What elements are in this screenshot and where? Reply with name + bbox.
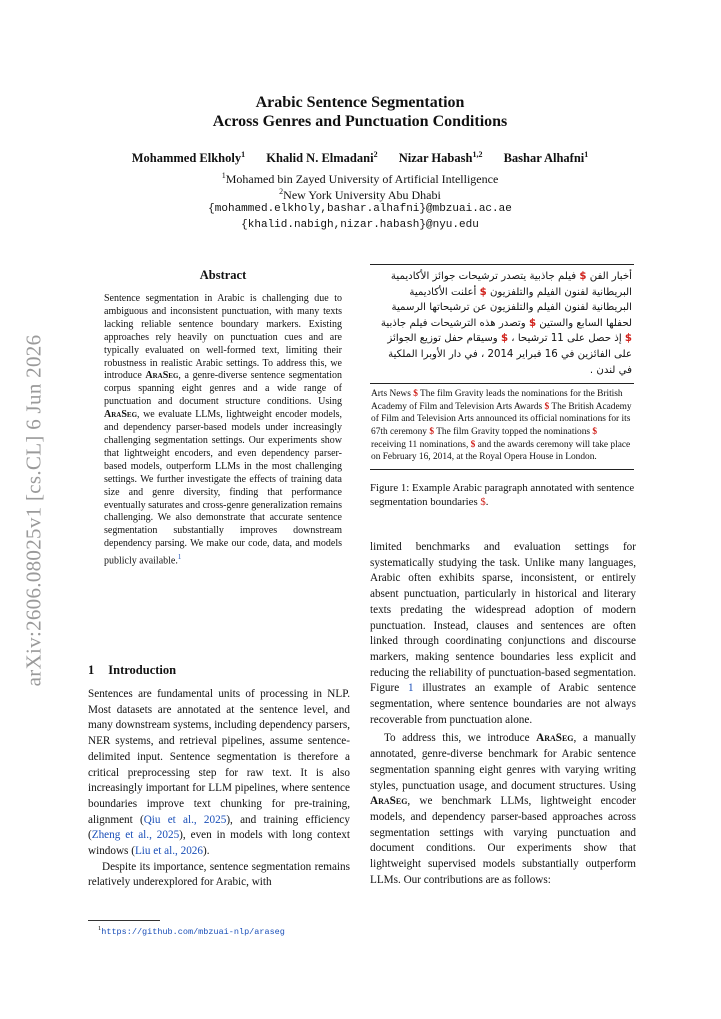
author: Nizar Habash$^{1,2}$ — [398, 150, 483, 166]
boundary-marker: $ — [544, 401, 550, 412]
figure-1 — [370, 264, 634, 470]
figure-arabic-text: أخبار الفن $ فيلم جاذبية يتصدر ترشيحات جوائز الأكاديمية البريطانية لفنون الفيلم والتلفزيون $ أعلنت الأكاديمية البريطانية لفنون الفيلم والتلفزيون عن ترشيحاتها الرسمية لحفلها السابع والستين $ وتصدر هذه الترشيحات فيلم جاذبية $ إذ حصل على 11 ترشيحا ، $ وسيقام حفل توزيع الجوائز على الفائزين في 16 فبراير 2014 ، في دار الأوبرا الملكية في لندن . — [380, 271, 632, 376]
figure-caption: Figure 1: Example Arabic paragraph annotated with sentence segmentation boundaries $. — [370, 482, 635, 508]
paragraph: limited benchmarks and evaluation settings for systematically studying the task. Unlike many languages, Arabic often exhibits sparse, inconsistent, or entirely absent punctuation, particularly in historical and literary texts predating the widespread adoption of modern punctuation. Instead, clauses and sentences are often linked through coordinating conjunctions and discourse markers, making sentence boundaries less explicit and reducing the reliability of punctuation-based segmentation. Figure 1 illustrates an example of Arabic sentence segmentation, where sentence boundaries are not always recoverable from punctuation alone. — [370, 541, 636, 726]
boundary-marker: $ — [480, 496, 486, 508]
footnote-url-link[interactable]: https://github.com/mbzuai-nlp/araseg — [101, 927, 285, 937]
right-column-body — [370, 540, 636, 888]
paper-title — [60, 93, 660, 131]
paragraph: To address this, we introduce AraSeg, a manually annotated, genre-diverse benchmark for Arabic sentence segmentation spanning eight genres with varying writing styles, punctuation usage, and document structures. Using AraSeg, we benchmark LLMs, lightweight encoder models, and dependency parser-based approaches across segmentation settings with varying punctuation and document conditions. Our experiments show that lightweight supervised models substantially outperform LLMs. Our contributions are as follows: — [370, 732, 636, 886]
boundary-marker: $ — [429, 426, 435, 437]
affiliation: $^1$Mohamed bin Zayed University of Artificial Intelligence — [221, 171, 499, 186]
paragraph: Sentences are fundamental units of processing in NLP. Most datasets are annotated at the sentence level, and many downstream systems, including dependency parsers, NER systems, and retrieval pipelines, assume sentence-delimited input. Sentence segmentation is therefore a critical preprocessing step for raw text. It is also increasingly important for LLM pipelines, where sentence boundaries improve text chunking for pre-training, alignment (Qiu et al., 2025), and training efficiency (Zheng et al., 2025), even in models with long context windows (Liu et al., 2026). — [88, 688, 350, 858]
section-number: 1 — [88, 663, 95, 677]
abstract-heading: Abstract — [199, 268, 247, 282]
footnote: $^1$https://github.com/mbzuai-nlp/araseg — [98, 925, 285, 937]
title-line-2: Across Genres and Punctuation Conditions — [212, 113, 508, 130]
left-column-body — [88, 687, 350, 891]
footnote-rule — [88, 920, 160, 921]
citation-link[interactable]: Qiu et al., 2025 — [143, 813, 227, 826]
paragraph: Despite its importance, sentence segmentation remains relatively underexplored for Arabic, with — [88, 860, 350, 889]
dataset-name: AraSeg — [145, 370, 179, 382]
boundary-marker: $ — [470, 439, 476, 450]
section-heading — [88, 663, 176, 678]
dataset-name: AraSeg — [104, 409, 138, 421]
citation-link[interactable]: Zheng et al., 2025 — [91, 829, 180, 842]
boundary-marker: $ — [413, 389, 418, 400]
boundary-marker: $ — [528, 317, 537, 329]
footnote-link[interactable]: 1 — [177, 553, 182, 562]
email: {khalid.nabigh,nizar.habash}@nyu.edu — [241, 219, 479, 231]
boundary-marker: $ — [500, 333, 509, 345]
boundary-marker: $ — [579, 271, 587, 282]
citation-link[interactable]: Liu et al., 2026 — [134, 845, 203, 858]
author: Bashar Alhafni$^1$ — [503, 150, 589, 166]
boundary-marker: $ — [592, 426, 598, 437]
dataset-name: AraSeg — [370, 795, 408, 808]
affiliation: $^2$New York University Abu Dhabi — [279, 187, 441, 202]
abstract-text: Sentence segmentation in Arabic is challenging due to ambiguous and inconsistent punctuation, with many texts lacking reliable sentence boundary markers. Existing approaches rely heavily on punctuation cues and are typically evaluated on well-formed text, limiting their robustness in realistic Arabic settings. To address this, we introduce AraSeg, a genre-diverse sentence segmentation corpus spanning eight genres and a wide range of punctuation and document structure conditions. Using AraSeg, we evaluate LLMs, lightweight encoder models, and dependency parser-based models under increasingly challenging segmentation settings. Our experiments show that lightweight encoders, and even dependency parser-based models, outperform LLMs in the most challenging settings. We further investigate the effects of training data size and genre diversity, finding that performance eventually saturates and cross-genre generalization remains challenging. We also demonstrate that accurate sentence segmentation substantially improves downstream dependency parsing. We make our code, data, and models publicly available.$^1$ — [104, 293, 342, 567]
email: {mohammed.elkholy,bashar.alhafni}@mbzuai.ac.ae — [208, 203, 512, 215]
title-line-1: Arabic Sentence Segmentation — [255, 94, 465, 111]
boundary-marker: $ — [479, 286, 487, 298]
author: Mohammed Elkholy$^1$ — [131, 150, 246, 166]
figure-bottom-rule — [370, 469, 634, 470]
author: Khalid N. Elmadani$^2$ — [266, 150, 378, 166]
arxiv-identifier: arXiv:2606.08025v1 [cs.CL] 6 Jun 2026 — [21, 334, 46, 686]
author-list — [60, 150, 660, 166]
arxiv-identifier-stamp — [14, 300, 54, 720]
boundary-marker: $ — [624, 333, 632, 345]
figure-reference-link[interactable]: 1 — [408, 682, 414, 695]
section-title: Introduction — [108, 663, 177, 677]
figure-english-text: Arts News $ The film Gravity leads the nominations for the British Academy of Film and Television Arts Awards $ The British Academy of Film and Television Arts announced its official nominations for its 67th ceremony $ The film Gravity topped the nominations $ receiving 11 nominations, $ and the awards ceremony will take place on February 16, 2014, at the Royal Opera House in London. — [371, 389, 632, 463]
dataset-name: AraSeg — [536, 732, 574, 745]
